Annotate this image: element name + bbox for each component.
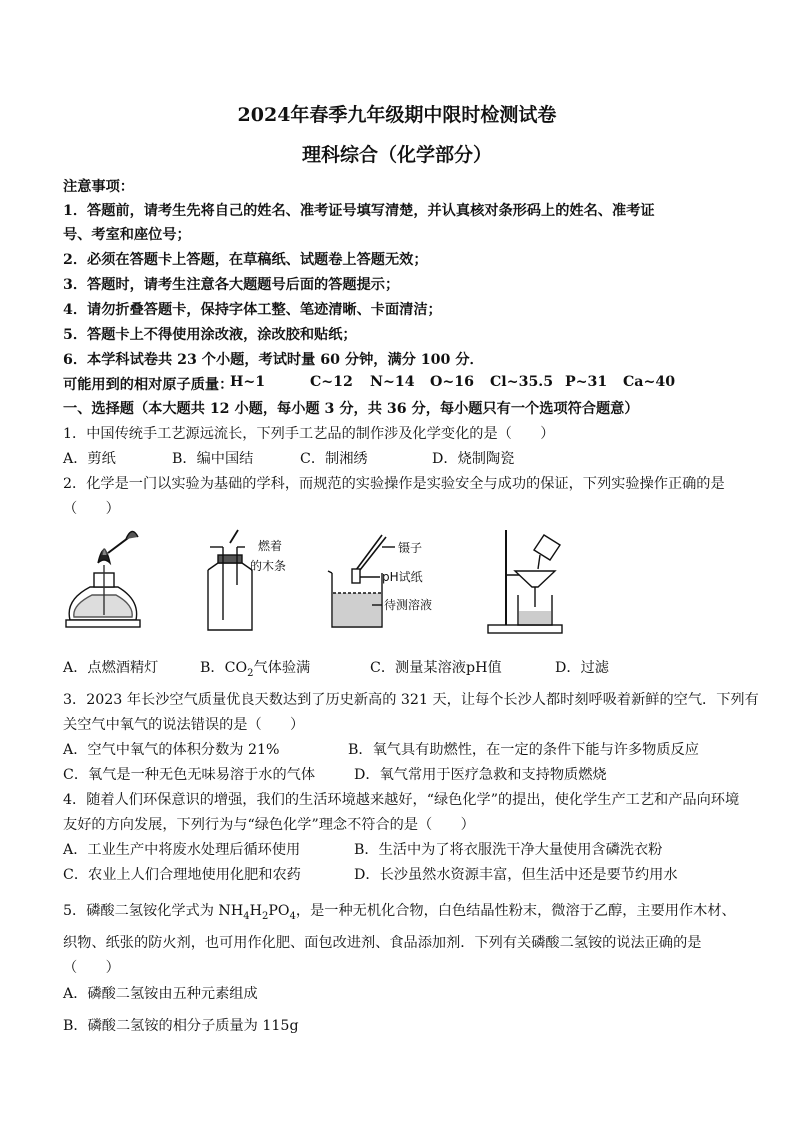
q2-option-a: A．点燃酒精灯 — [63, 660, 159, 676]
burning-stick-label-2: 的木条 — [250, 559, 287, 573]
q3-option-b: B．氧气具有助燃性，在一定的条件下能与许多物质反应 — [348, 742, 699, 758]
notice-heading: 注意事项： — [63, 179, 134, 195]
filtration-figure — [488, 530, 562, 633]
chemical-formula: $NH_4H_2PO_4$ — [218, 903, 296, 922]
q2-figures — [60, 525, 580, 645]
alcohol-lamp-figure — [66, 531, 140, 627]
q1-option-c: C．制湘绣 — [300, 451, 368, 467]
q3-option-c: C．氧气是一种无色无味易溶于水的气体 — [63, 767, 316, 783]
q2-stem-cont: （ ） — [63, 501, 120, 517]
atomic-mass-label: 可能用到的相对原子质量： — [63, 377, 234, 393]
section-heading: 一、选择题（本大题共 12 小题，每小题 3 分，共 36 分，每小题只有一个选项符合题意） — [63, 401, 639, 417]
q3-option-a: A．空气中氧气的体积分数为 21% — [63, 742, 280, 758]
notice-item: 号、考室和座位号； — [63, 227, 191, 243]
q1-stem: 1．中国传统手工艺源远流长，下列手工艺品的制作涉及化学变化的是（ ） — [63, 426, 555, 442]
q1-option-d: D．烧制陶瓷 — [432, 451, 515, 467]
q4-option-a: A．工业生产中将废水处理后循环使用 — [63, 842, 301, 858]
q1-option-b: B．编中国结 — [172, 451, 254, 467]
q4-stem-line-2: 友好的方向发展，下列行为与“绿色化学”理念不符合的是（ ） — [63, 817, 475, 833]
q5-option-b: B．磷酸二氢铵的相分子质量为 115g — [63, 1018, 299, 1034]
notice-item: 5．答题卡上不得使用涂改液，涂改胶和贴纸； — [63, 327, 357, 343]
q2-stem: 2．化学是一门以实验为基础的学科，而规范的实验操作是实验安全与成功的保证，下列实验操作正确的是 — [63, 476, 725, 492]
q3-option-d: D．氧气常用于医疗急救和支持物质燃烧 — [354, 767, 607, 783]
exam-subtitle: 理科综合（化学部分） — [301, 144, 492, 166]
notice-item: 6．本学科试卷共 23 个小题，考试时量 60 分钟，满分 100 分． — [63, 352, 484, 368]
notice-item: 4．请勿折叠答题卡，保持字体工整、笔迹清晰、卡面清洁； — [63, 302, 442, 318]
q4-option-b: B．生活中为了将衣服洗干净大量使用含磷洗衣粉 — [354, 842, 663, 858]
q2-option-c: C．测量某溶液pH值 — [370, 660, 502, 676]
q3-stem-line-1: 3．2023 年长沙空气质量优良天数达到了历史新高的 321 天，让每个长沙人都时刻呼吸着新鲜的空气．下列有 — [63, 692, 759, 708]
atomic-mass-cl: Cl~35.5 — [490, 374, 554, 390]
beaker-ph-figure — [328, 535, 432, 627]
tweezers-label: 镊子 — [398, 541, 423, 555]
atomic-mass-p: P~31 — [565, 374, 608, 390]
gas-bottle-figure — [208, 530, 286, 630]
q2-option-b: B．$CO_2$气体验满 — [200, 660, 311, 679]
atomic-mass-c: C~12 — [310, 374, 353, 390]
atomic-mass-n: N~14 — [370, 374, 415, 390]
q5-option-a: A．磷酸二氢铵由五种元素组成 — [63, 986, 258, 1002]
q4-option-d: D．长沙虽然水资源丰富，但生活中还是要节约用水 — [354, 867, 678, 883]
q1-option-a: A．剪纸 — [63, 451, 116, 467]
q5-stem-line-2: 织物、纸张的防火剂，也可用作化肥、面包改进剂、食品添加剂．下列有关磷酸二氢铵的说法正确的是 — [63, 935, 702, 951]
atomic-mass-ca: Ca~40 — [623, 374, 676, 390]
exam-title: 2024年春季九年级期中限时检测试卷 — [237, 104, 557, 126]
q4-option-c: C．农业上人们合理地使用化肥和农药 — [63, 867, 301, 883]
q4-stem-line-1: 4．随着人们环保意识的增强，我们的生活环境越来越好，“绿色化学”的提出，使化学生产工艺和产品向环境 — [63, 792, 740, 808]
test-solution-label: 待测溶液 — [384, 598, 433, 612]
ph-paper-label: pH试纸 — [382, 570, 423, 584]
q3-stem-line-2: 关空气中氧气的说法错误的是（ ） — [63, 717, 305, 733]
q2-option-d: D．过滤 — [555, 660, 609, 676]
burning-stick-label-1: 燃着 — [258, 539, 283, 553]
notice-item: 2．必须在答题卡上答题，在草稿纸、试题卷上答题无效； — [63, 252, 428, 268]
q5-stem-line-3: （ ） — [63, 960, 120, 976]
notice-item: 3．答题时，请考生注意各大题题号后面的答题提示； — [63, 277, 400, 293]
atomic-mass-h: H~1 — [230, 374, 266, 390]
atomic-mass-o: O~16 — [430, 374, 474, 390]
q5-stem-line-1: 5．磷酸二氢铵化学式为 $NH_4H_2PO_4$，是一种无机化合物，白色结晶性粉末，微溶于乙醇，主要用作木材、 — [63, 903, 736, 922]
notice-item: 1．答题前，请考生先将自己的姓名、准考证号填写清楚，并认真核对条形码上的姓名、准考证 — [63, 203, 655, 219]
